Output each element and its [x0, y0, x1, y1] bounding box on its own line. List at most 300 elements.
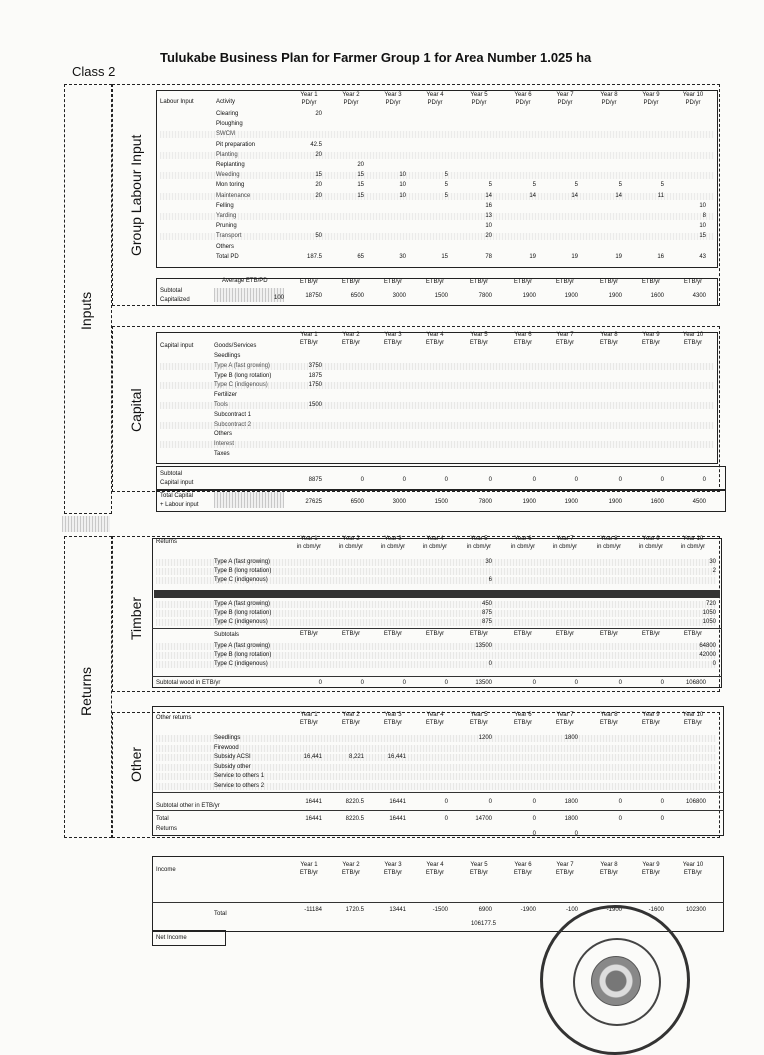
labour-subtotal-value: 4300	[692, 293, 706, 299]
labour-subtotal-value: 6500	[350, 293, 364, 299]
unit-header: in cbm/yr	[422, 544, 448, 550]
labour-value: 19	[571, 253, 578, 260]
unit-header: ETB/yr	[555, 340, 575, 346]
unit-header: ETB/yr	[383, 870, 403, 876]
net-income-label: Net Income	[156, 935, 187, 941]
unit-header: ETB/yr	[513, 720, 533, 726]
capital-item: Fertilizer	[214, 392, 238, 399]
other-subtotal-label: Subtotal other in ETB/yr	[156, 803, 220, 809]
labour-value: 19	[529, 253, 536, 260]
year-header: Year 7	[556, 92, 574, 98]
timber-subtotal-value: 0	[402, 680, 406, 686]
row-hatch	[160, 233, 714, 240]
capital-item: Type C (indigenous)	[214, 382, 268, 389]
capital-item: Tools	[214, 402, 229, 408]
etb-unit: ETB/yr	[599, 279, 619, 285]
unit-header: ETB/yr	[383, 720, 403, 726]
inputs-label: Inputs	[78, 291, 94, 330]
capital-total-value: 1900	[522, 499, 536, 505]
timber-type: Type C (indigenous)	[214, 577, 268, 583]
timber-y10: 64800	[699, 643, 716, 649]
capital-label: Capital	[128, 388, 144, 432]
timber-type: Type C (indigenous)	[214, 661, 268, 667]
year-header: Year 3	[384, 712, 402, 718]
timber-y10: 2	[712, 568, 716, 574]
etb-unit: ETB/yr	[513, 279, 533, 285]
row-hatch	[160, 213, 714, 220]
timber-subtotal-value: 0	[532, 680, 536, 686]
row-hatch	[160, 441, 714, 448]
unit-header: PD/yr	[427, 100, 443, 106]
other-total-value: 14700	[475, 816, 492, 822]
other-item: Seedlings	[214, 735, 241, 741]
capital-subtotal-label: Subtotal	[160, 471, 183, 477]
other-item: Subsidy ACSI	[214, 754, 251, 761]
row-hatch	[156, 745, 716, 752]
timber-type: Type A (fast growing)	[214, 559, 271, 565]
unit-header: ETB/yr	[469, 340, 489, 346]
labour-capitalized-label: Capitalized	[160, 297, 190, 303]
year-header: Year 1	[300, 332, 318, 338]
labour-value: 30	[399, 253, 406, 260]
other-item: Service to others 1	[214, 773, 265, 780]
timber-y5: 875	[481, 619, 492, 625]
year-header: Year 10	[682, 536, 704, 542]
labour-subtotal-value: 18750	[305, 293, 322, 299]
returns-label: Returns	[78, 666, 94, 716]
year-header: Year 4	[426, 332, 444, 338]
labour-activity: SWCM	[216, 131, 235, 138]
timber-subtotal-value: 106800	[685, 680, 706, 686]
labour-activity: Pit preparation	[216, 141, 256, 148]
official-stamp	[540, 905, 690, 1055]
unit-header: in cbm/yr	[296, 544, 322, 550]
unit-header: ETB/yr	[341, 720, 361, 726]
other-subtotal-value: 0	[488, 799, 492, 805]
labour-subtotal-value: 1600	[650, 293, 664, 299]
etb-unit: ETB/yr	[299, 279, 319, 285]
year-header: Year 7	[556, 862, 574, 868]
year-header: Year 5	[470, 332, 488, 338]
income-total-label: Total	[214, 911, 227, 917]
unit-header: PD/yr	[557, 100, 573, 106]
income-total-value: 13441	[389, 907, 406, 913]
unit-header: in cbm/yr	[466, 544, 492, 550]
unit-header: ETB/yr	[513, 340, 533, 346]
labour-activity: Replanting	[216, 162, 245, 168]
unit-header: PD/yr	[643, 100, 659, 106]
unit-header: ETB/yr	[469, 720, 489, 726]
unit-header: ETB/yr	[341, 870, 361, 876]
timber-y10: 0	[712, 661, 716, 667]
class-label: Class 2	[72, 64, 116, 79]
capital-item: Type B (long rotation)	[214, 372, 272, 379]
unit-header: PD/yr	[471, 100, 487, 106]
year-header: Year 3	[384, 536, 402, 542]
year-header: Year 1	[300, 536, 318, 542]
labour-value: 20	[315, 182, 322, 189]
year-header: Year 7	[556, 536, 574, 542]
labour-subtotal-value: 1900	[608, 293, 622, 299]
timber-type: Type A (fast growing)	[214, 601, 271, 607]
row-hatch	[160, 402, 714, 409]
income-total-value: 1720.5	[345, 907, 364, 913]
year-header: Year 5	[470, 92, 488, 98]
labour-value: 78	[485, 253, 492, 260]
labour-value: 16	[485, 202, 492, 209]
capital-subtotal-value: 0	[360, 477, 364, 483]
labour-subtotal-value: 7800	[478, 293, 492, 299]
timber-type: Type C (indigenous)	[214, 619, 268, 625]
etb-unit: ETB/yr	[299, 631, 319, 637]
capital-subtotal-value: 0	[702, 477, 706, 483]
labour-subtotal-value: 1500	[434, 293, 448, 299]
labour-value: 15	[357, 182, 364, 189]
unit-header: in cbm/yr	[338, 544, 364, 550]
labour-value: 15	[315, 172, 322, 179]
etb-unit: ETB/yr	[425, 279, 445, 285]
other-total-label-2: Returns	[156, 826, 178, 832]
other-subtotal-value: 8220.5	[345, 799, 364, 805]
year-header: Year 6	[514, 862, 532, 868]
other-item: Subsidy other	[214, 763, 251, 770]
income-total-value: -1600	[648, 907, 664, 913]
other-subtotal-value: 0	[660, 799, 664, 805]
capital-subtotal-value: 0	[660, 477, 664, 483]
unit-header: in cbm/yr	[380, 544, 406, 550]
year-header: Year 10	[682, 92, 704, 98]
labour-value: 15	[699, 233, 706, 240]
year-header: Year 9	[642, 712, 660, 718]
timber-y10: 42000	[699, 652, 716, 658]
timber-y5: 450	[481, 601, 492, 607]
total-hatch	[214, 492, 284, 508]
capital-total-value: 1600	[650, 499, 664, 505]
extra-zero: 0	[532, 831, 536, 837]
year-header: Year 9	[642, 862, 660, 868]
labour-value: 10	[399, 182, 406, 189]
capital-subtotal-value: 0	[402, 477, 406, 483]
year-header: Year 6	[514, 332, 532, 338]
unit-header: PD/yr	[301, 100, 317, 106]
other-subtotal-value: 0	[618, 799, 622, 805]
etb-unit: ETB/yr	[599, 631, 619, 637]
unit-header: in cbm/yr	[510, 544, 536, 550]
other-corner: Other returns	[156, 715, 192, 721]
unit-header: ETB/yr	[425, 340, 445, 346]
labour-activity: Mon toring	[216, 182, 245, 189]
capital-item: Interest	[214, 441, 235, 448]
unit-header: ETB/yr	[683, 870, 703, 876]
row-hatch	[160, 382, 714, 389]
timber-divider	[152, 676, 722, 677]
year-header: Year 2	[342, 862, 360, 868]
other-total-value: 0	[444, 816, 448, 822]
other-value: 8,221	[348, 754, 364, 761]
capital-value: 1500	[308, 402, 322, 408]
other-value: 1800	[564, 735, 578, 741]
capital-input-label: Capital input	[160, 480, 194, 486]
labour-value: 5	[532, 182, 536, 189]
timber-subtotals-label: Subtotals	[214, 632, 240, 638]
capital-total-value: 27625	[305, 499, 322, 505]
capital-item: Taxes	[214, 451, 230, 457]
labour-value: 5	[488, 182, 492, 189]
labour-subtotal-value: 1900	[522, 293, 536, 299]
etb-unit: ETB/yr	[469, 279, 489, 285]
capital-total-value: 1900	[608, 499, 622, 505]
labour-subtotal-label: Subtotal	[160, 288, 183, 294]
etb-unit: ETB/yr	[469, 631, 489, 637]
other-total-value: 1800	[564, 816, 578, 822]
row-hatch	[160, 131, 714, 138]
other-item: Service to others 2	[214, 783, 265, 789]
labour-value: 5	[444, 172, 448, 179]
unit-header: ETB/yr	[641, 720, 661, 726]
year-header: Year 8	[600, 332, 618, 338]
labour-value: 14	[615, 192, 622, 199]
labour-value: 5	[444, 192, 448, 199]
timber-type: Type B (long rotation)	[214, 568, 272, 574]
timber-subtotal-label: Subtotal wood in ETB/yr	[156, 680, 221, 686]
unit-header: PD/yr	[515, 100, 531, 106]
labour-value: 5	[444, 182, 448, 189]
labour-value: 14	[485, 192, 492, 199]
year-header: Year 6	[514, 536, 532, 542]
income-total-value: 102300	[685, 907, 706, 913]
capital-item: Type A (fast growing)	[214, 362, 271, 369]
unit-header: ETB/yr	[299, 870, 319, 876]
capital-subtotal-value: 8875	[308, 477, 322, 483]
row-hatch	[160, 422, 714, 429]
avg-etb-label: Average ETB/PD	[222, 278, 268, 284]
other-total-value: 0	[618, 816, 622, 822]
other-total-value: 0	[660, 816, 664, 822]
year-header: Year 5	[470, 712, 488, 718]
labour-value: 5	[574, 182, 578, 189]
timber-y5: 13500	[475, 643, 492, 649]
timber-y5: 875	[481, 610, 492, 616]
labour-value: 5	[660, 182, 664, 189]
unit-header: ETB/yr	[383, 340, 403, 346]
year-header: Year 3	[384, 862, 402, 868]
labour-activity: Ploughing	[216, 121, 243, 128]
timber-subtotal-value: 0	[444, 680, 448, 686]
capital-value: 3750	[308, 362, 322, 369]
unit-header: PD/yr	[385, 100, 401, 106]
labour-activity: Felling	[216, 202, 234, 209]
capital-item: Subcontract 2	[214, 421, 252, 428]
unit-header: ETB/yr	[641, 870, 661, 876]
timber-y5: 30	[485, 559, 492, 565]
etb-unit: ETB/yr	[513, 631, 533, 637]
labour-activity: Weeding	[216, 172, 240, 179]
unit-header: ETB/yr	[555, 870, 575, 876]
labour-corner: Labour Input	[160, 99, 194, 105]
year-header: Year 2	[342, 536, 360, 542]
unit-header: PD/yr	[685, 100, 701, 106]
labour-value: 16	[657, 253, 664, 260]
timber-label: Timber	[128, 596, 144, 640]
unit-header: ETB/yr	[469, 870, 489, 876]
year-header: Year 7	[556, 332, 574, 338]
other-total-value: 16441	[389, 816, 406, 822]
labour-value: 14	[529, 192, 536, 199]
other-subtotal-value: 16441	[389, 799, 406, 805]
year-header: Year 8	[600, 712, 618, 718]
year-header: Year 7	[556, 712, 574, 718]
etb-unit: ETB/yr	[641, 279, 661, 285]
other-total-label: Total	[156, 816, 169, 822]
labour-value: 15	[357, 172, 364, 179]
timber-subtotal-value: 0	[574, 680, 578, 686]
unit-header: ETB/yr	[599, 340, 619, 346]
labour-value: 15	[441, 253, 448, 260]
timber-corner: Returns	[156, 539, 178, 545]
labour-value: 10	[699, 202, 706, 209]
year-header: Year 9	[642, 332, 660, 338]
capital-total-value: 1900	[564, 499, 578, 505]
year-header: Year 8	[600, 92, 618, 98]
etb-unit: ETB/yr	[383, 279, 403, 285]
separator-hatch	[62, 516, 110, 532]
etb-unit: ETB/yr	[641, 631, 661, 637]
timber-divider	[152, 628, 722, 629]
year-header: Year 1	[300, 712, 318, 718]
income-corner: Income	[156, 867, 176, 873]
labour-value: 10	[399, 172, 406, 179]
unit-header: ETB/yr	[299, 720, 319, 726]
etb-unit: ETB/yr	[425, 631, 445, 637]
capital-subtotal-value: 0	[488, 477, 492, 483]
other-subtotal-value: 16441	[305, 799, 322, 805]
income-total-value: -11184	[304, 907, 322, 913]
labour-value: 20	[315, 192, 322, 199]
etb-unit: ETB/yr	[683, 631, 703, 637]
other-value: 1200	[478, 735, 492, 741]
etb-unit: ETB/yr	[383, 631, 403, 637]
labour-value: 20	[485, 233, 492, 240]
unit-header: ETB/yr	[555, 720, 575, 726]
other-value: 16,441	[387, 754, 406, 761]
year-header: Year 5	[470, 536, 488, 542]
labour-value: 65	[357, 253, 364, 260]
labour-subtotal-value: 3000	[392, 293, 406, 299]
net-income-value: 106177.5	[470, 921, 496, 927]
timber-y5: 0	[488, 661, 492, 667]
etb-unit: ETB/yr	[341, 631, 361, 637]
capital-value: 1875	[308, 372, 322, 379]
stamp-inner-ring	[573, 938, 661, 1026]
unit-header: ETB/yr	[683, 720, 703, 726]
year-header: Year 2	[342, 332, 360, 338]
year-header: Year 5	[470, 862, 488, 868]
unit-header: ETB/yr	[425, 870, 445, 876]
income-total-value: -100	[565, 907, 578, 913]
labour-activity: Clearing	[216, 111, 239, 117]
timber-subtotal-value: 0	[618, 680, 622, 686]
capital-item: Seedlings	[214, 353, 241, 359]
etb-unit: ETB/yr	[341, 279, 361, 285]
unit-header: in cbm/yr	[680, 544, 706, 550]
labour-subtotal-value: 1900	[564, 293, 578, 299]
capital-subtotal-value: 0	[444, 477, 448, 483]
labour-activity: Pruning	[216, 223, 237, 230]
unit-header: ETB/yr	[683, 340, 703, 346]
timber-subtotal-value: 13500	[475, 680, 492, 686]
capital-total-label-2: + Labour input	[160, 502, 199, 508]
capital-total-value: 3000	[392, 499, 406, 505]
other-subtotal-value: 0	[444, 799, 448, 805]
other-subtotal-value: 0	[532, 799, 536, 805]
labour-activity: Others	[216, 243, 235, 250]
labour-value: 43	[699, 253, 706, 260]
unit-header: ETB/yr	[599, 720, 619, 726]
unit-header: ETB/yr	[599, 870, 619, 876]
year-header: Year 9	[642, 92, 660, 98]
year-header: Year 9	[642, 536, 660, 542]
timber-y10: 720	[705, 601, 716, 607]
unit-header: ETB/yr	[341, 340, 361, 346]
capital-value: 1750	[308, 382, 322, 389]
labour-value: 5	[618, 182, 622, 189]
income-total-value: 6900	[478, 907, 492, 913]
unit-header: in cbm/yr	[596, 544, 622, 550]
etb-unit: ETB/yr	[683, 279, 703, 285]
timber-y10: 30	[709, 559, 716, 565]
year-header: Year 4	[426, 536, 444, 542]
stamp-emblem	[591, 956, 641, 1006]
timber-y10: 1050	[702, 619, 716, 625]
etb-unit: ETB/yr	[555, 631, 575, 637]
unit-header: ETB/yr	[425, 720, 445, 726]
unit-header: in cbm/yr	[638, 544, 664, 550]
labour-value: 10	[485, 223, 492, 230]
year-header: Year 4	[426, 92, 444, 98]
year-header: Year 10	[682, 862, 704, 868]
year-header: Year 8	[600, 862, 618, 868]
row-hatch	[160, 152, 714, 159]
timber-type: Type B (long rotation)	[214, 652, 272, 658]
capital-item: Others	[214, 431, 233, 438]
other-label: Other	[128, 746, 144, 782]
capital-corner: Capital input	[160, 343, 194, 349]
labour-value: 13	[485, 213, 492, 219]
other-value: 16,441	[303, 754, 322, 761]
labour-value: 10	[699, 223, 706, 230]
year-header: Year 3	[384, 332, 402, 338]
capital-subtotal-value: 0	[574, 477, 578, 483]
timber-y10: 1050	[702, 610, 716, 616]
labour-activity: Transport	[216, 233, 242, 240]
labour-value: 10	[399, 192, 406, 199]
unit-header: PD/yr	[343, 100, 359, 106]
etb-unit: ETB/yr	[555, 279, 575, 285]
income-divider	[152, 902, 724, 903]
capital-total-value: 4500	[692, 499, 706, 505]
income-total-value: -1500	[432, 907, 448, 913]
labour-value: 20	[315, 111, 322, 117]
unit-header: ETB/yr	[641, 340, 661, 346]
group-labour-label: Group Labour Input	[128, 134, 144, 256]
year-header: Year 2	[342, 92, 360, 98]
year-header: Year 6	[514, 712, 532, 718]
capital-total-value: 7800	[478, 499, 492, 505]
year-header: Year 4	[426, 862, 444, 868]
capital-subtotal-value: 0	[618, 477, 622, 483]
timber-type: Type B (long rotation)	[214, 610, 272, 616]
capital-total-label: Total Capital	[160, 493, 194, 499]
